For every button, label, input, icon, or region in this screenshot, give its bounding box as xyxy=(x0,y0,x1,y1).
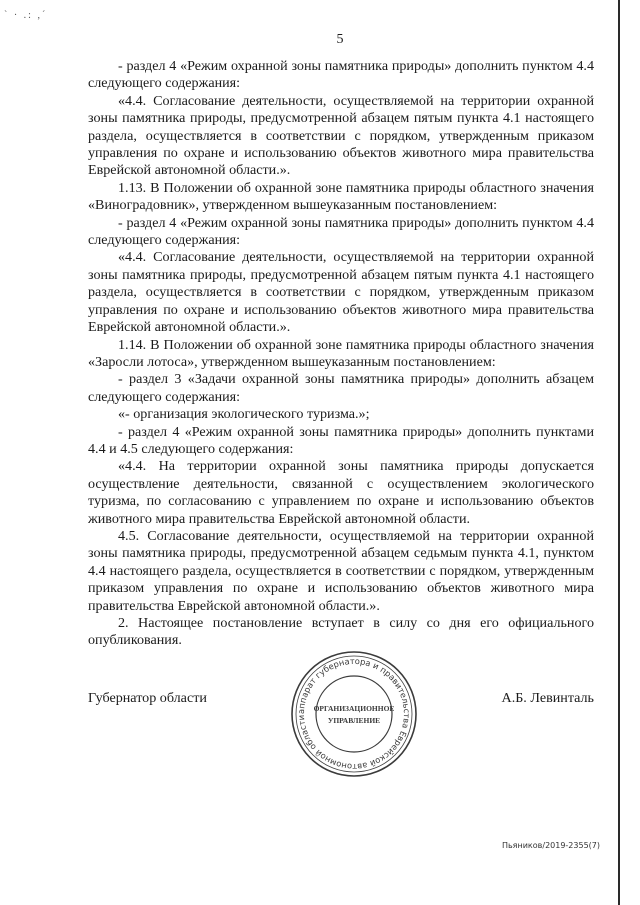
seal-center-line2: УПРАВЛЕНИЕ xyxy=(327,716,381,725)
paragraph: - раздел 3 «Задачи охранной зоны памятника природы» дополнить абзацем следующего содержания: xyxy=(88,371,594,405)
scan-page-edge xyxy=(618,0,620,905)
paragraph: - раздел 4 «Режим охранной зоны памятника природы» дополнить пунктами 4.4 и 4.5 следующего содержания: xyxy=(88,423,594,457)
official-seal xyxy=(288,648,420,780)
paragraph: - раздел 4 «Режим охранной зоны памятника природы» дополнить пунктом 4.4 следующего содержания: xyxy=(88,214,594,249)
paragraph: 2. Настоящее постановление вступает в силу со дня его официального опубликования. xyxy=(88,615,594,649)
seal-ring-text: аппарат губернатора и правительства Еврейской автономной области xyxy=(295,655,413,773)
scan-marks: ˋ · .: ,ˊ xyxy=(4,10,48,21)
page-number: 5 xyxy=(336,32,344,47)
paragraph: 1.13. В Положении об охранной зоне памятника природы областного значения «Виноградовник», утвержденном вышеуказанным постановлением: xyxy=(88,179,594,214)
seal-center-line1: ОРГАНИЗАЦИОННОЕ xyxy=(313,704,395,713)
paragraph: - раздел 4 «Режим охранной зоны памятника природы» дополнить пунктом 4.4 следующего содержания: xyxy=(88,58,594,92)
document-body xyxy=(88,58,594,650)
paragraph: «- организация экологического туризма.»; xyxy=(118,406,370,423)
paragraph: «4.4. Согласование деятельности, осуществляемой на территории охранной зоны памятника природы, предусмотренной абзацем пятым пункта 4.1 настоящего раздела, осуществляется в соответствии с порядком, утвержденным приказом управления по охране и использованию объектов животного мира правительства Еврейской автономной области.». xyxy=(88,249,594,336)
signatory-position: Губернатор области xyxy=(88,690,207,706)
paragraph: «4.4. Согласование деятельности, осуществляемой на территории охранной зоны памятника природы, предусмотренной абзацем пятым пункта 4.1 настоящего раздела, осуществляется в соответствии с порядком, утвержденным приказом управления по охране и использованию объектов животного мира правительства Еврейской автономной области.». xyxy=(88,92,594,179)
footer-reference: Пьяников/2019-2355(7) xyxy=(501,841,600,850)
paragraph: 1.14. В Положении об охранной зоне памятника природы областного значения «Заросли лотоса», утвержденном вышеуказанным постановлением: xyxy=(88,336,594,370)
signatory-name: А.Б. Левинталь xyxy=(501,690,594,706)
paragraph: 4.5. Согласование деятельности, осуществляемой на территории охранной зоны памятника природы, предусмотренной абзацем седьмым пункта 4.1, пунктом 4.4 настоящего раздела, осуществляется в соответствии с порядком, утвержденным приказом управления по охране и использованию объектов животного мира правительства Еврейской автономной области.». xyxy=(88,527,594,614)
paragraph: «4.4. На территории охранной зоны памятника природы допускается осуществление деятельности, связанной с осуществлением экологического туризма, по согласованию с управлением по охране и использованию объектов животного мира правительства Еврейской автономной области. xyxy=(88,458,594,527)
